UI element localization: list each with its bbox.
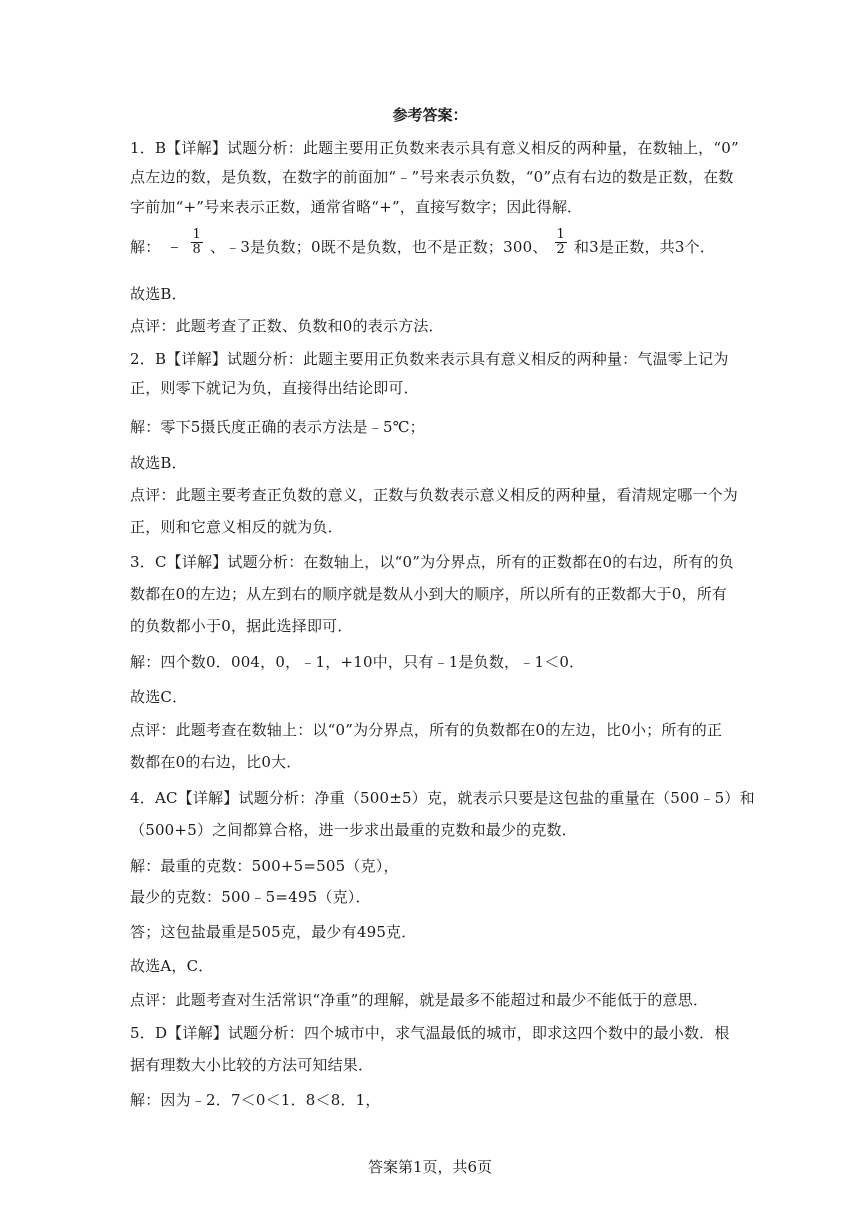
text-line: 5．D【详解】试题分析：四个城市中，求气温最低的城市，即求这四个数中的最小数．根	[130, 1024, 730, 1042]
text-line: 1．B【详解】试题分析：此题主要用正负数来表示具有意义相反的两种量，在数轴上，“0”	[130, 139, 739, 157]
text-line: 解：最重的克数：500+5=505（克），	[130, 857, 399, 875]
page-title: 参考答案：	[392, 106, 468, 124]
text-line: 数都在0的右边，比0大．	[130, 753, 302, 771]
text-line: 点评：此题考查了正数、负数和0的表示方法．	[130, 317, 444, 335]
text-line: 正，则和它意义相反的就为负．	[130, 518, 343, 536]
text-line: 答；这包盐最重是505克，最少有495克．	[130, 923, 417, 941]
text-line: 字前加“+”号来表示正数，通常省略“+”，直接写数字；因此得解．	[130, 198, 583, 216]
text-line: 解：因为﹣2．7＜0＜1．8＜8．1，	[130, 1091, 381, 1109]
fraction-numerator: 1	[556, 226, 565, 242]
fraction-numerator: 1	[192, 226, 202, 242]
text-line: 最少的克数：500﹣5=495（克）．	[130, 888, 371, 906]
fraction-denominator: 2	[556, 241, 565, 257]
text-line: 3．C【详解】试题分析：在数轴上，以“0”为分界点，所有的正数都在0的右边，所有的负	[130, 553, 734, 571]
text-line: 点评：此题考查对生活常识“净重”的理解，就是最多不能超过和最少不能低于的意思．	[130, 991, 709, 1009]
fraction-line-middle: 、﹣3是负数；0既不是负数，也不是正数；300、	[210, 238, 548, 256]
text-line: 故选A，C．	[130, 957, 214, 975]
fraction-line-suffix: 和3是正数，共3个．	[573, 238, 716, 256]
text-line: 的负数都小于0，据此选择即可．	[130, 617, 353, 635]
text-line: 据有理数大小比较的方法可知结果．	[130, 1056, 374, 1074]
text-line: 2．B【详解】试题分析：此题主要用正负数来表示具有意义相反的两种量：气温零上记为	[130, 350, 729, 368]
fraction-denominator: 8	[192, 241, 202, 257]
minus-sign: ﹣	[165, 236, 184, 257]
page-footer: 答案第1页，共6页	[367, 1158, 493, 1176]
fraction-one-eighth	[191, 228, 203, 257]
text-line: 故选B．	[130, 285, 187, 303]
text-line: 点左边的数，是负数，在数字的前面加“﹣”号来表示负数，“0”点有右边的数是正数，在数	[130, 168, 734, 186]
text-line: 解：零下5摄氏度正确的表示方法是﹣5℃；	[130, 418, 425, 436]
text-line: 解：四个数0．004，0，﹣1，+10中，只有﹣1是负数，﹣1＜0．	[130, 653, 585, 671]
text-line: 故选C．	[130, 688, 188, 706]
text-line: 数都在0的左边；从左到右的顺序就是数从小到大的顺序，所以所有的正数都大于0，所有	[130, 585, 728, 603]
fraction-one-half	[555, 228, 567, 257]
text-line: 4．AC【详解】试题分析：净重（500±5）克，就表示只要是这包盐的重量在（500﹣5）和	[130, 789, 755, 807]
text-line: 正，则零下就记为负，直接得出结论即可．	[130, 379, 419, 397]
text-line: 故选B．	[130, 454, 187, 472]
fraction-line-prefix: 解：	[130, 238, 161, 256]
text-line: 点评：此题考查在数轴上：以“0”为分界点，所有的负数都在0的左边，比0小；所有的正	[130, 721, 723, 739]
fraction-line	[130, 226, 716, 258]
text-line: （500+5）之间都算合格，进一步求出最重的克数和最少的克数．	[130, 821, 577, 839]
text-line: 点评：此题主要考查正负数的意义，正数与负数表示意义相反的两种量，看清规定哪一个为	[130, 486, 739, 504]
